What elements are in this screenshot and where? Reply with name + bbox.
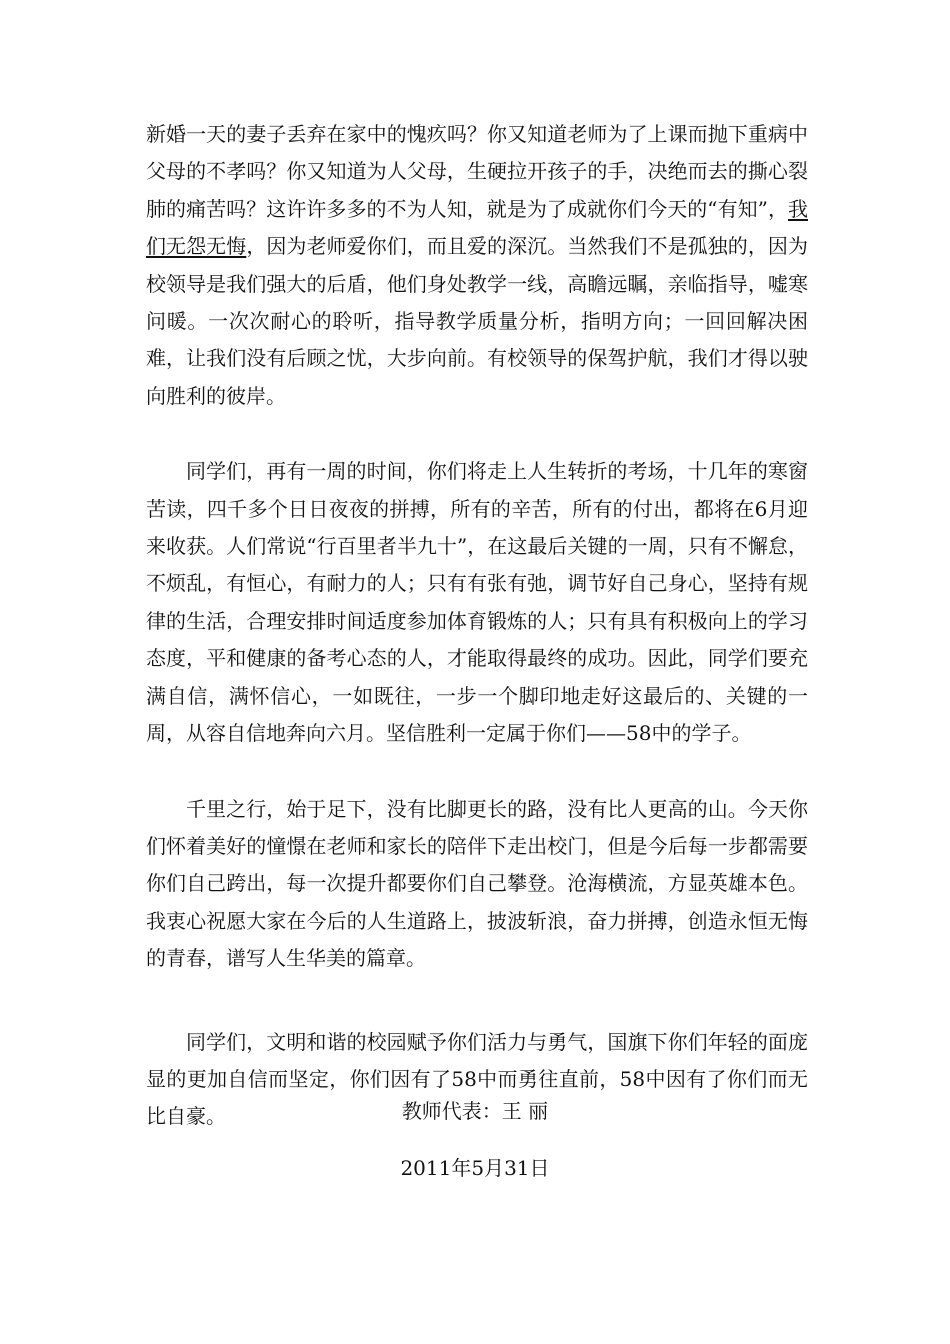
paragraph-1 xyxy=(146,116,808,415)
signature-representative: 教师代表：王 丽 xyxy=(401,1099,549,1123)
paragraph-2: 同学们，再有一周的时间，你们将走上人生转折的考场，十几年的寒窗苦读，四千多个日日夜夜的拼搏，所有的辛苦，所有的付出，都将在6月迎来收获。人们常说“行百里者半九十”，在这最后关键的一周，只有不懈怠，不烦乱，有恒心，有耐力的人；只有有张有弛，调节好自己身心，坚持有规律的生活，合理安排时间适度参加体育锻炼的人；只有具有积极向上的学习态度，平和健康的备考心态的人，才能取得最终的成功。因此，同学们要充满自信，满怀信心，一如既往，一步一个脚印地走好这最后的、关键的一周，从容自信地奔向六月。坚信胜利一定属于你们——58中的学子。 xyxy=(146,459,808,746)
paragraph-spacer xyxy=(146,753,808,791)
document-body xyxy=(146,116,808,1136)
paragraph-4: 同学们，文明和谐的校园赋予你们活力与勇气，国旗下你们年轻的面庞显的更加自信而坚定，你们因有了58中而勇往直前，58中因有了你们而无比自豪。 xyxy=(146,1029,808,1129)
paragraph-spacer xyxy=(146,978,808,1024)
paragraph-spacer xyxy=(146,415,808,453)
underlined-phrase: 我们无怨无悔 xyxy=(146,196,808,259)
signature-date: 2011年5月31日 xyxy=(400,1156,550,1180)
paragraph-1-text-before: 新婚一天的妻子丢弃在家中的愧疚吗？你又知道老师为了上课而抛下重病中父母的不孝吗？你又知道为人父母，生硬拉开孩子的手，决绝而去的撕心裂肺的痛苦吗？这许许多多的不为人知，就是为了成就你们今天的“有知”， xyxy=(146,122,808,221)
paragraph-1-text-after: ，因为老师爱你们，而且爱的深沉。当然我们不是孤独的，因为校领导是我们强大的后盾，他们身处教学一线，高瞻远瞩，亲临指导，嘘寒问暖。一次次耐心的聆听，指导教学质量分析，指明方向；一回回解决困难，让我们没有后顾之忧，大步向前。有校领导的保驾护航，我们才得以驶向胜利的彼岸。 xyxy=(146,234,808,408)
paragraph-3: 千里之行，始于足下，没有比脚更长的路，没有比人更高的山。今天你们怀着美好的憧憬在老师和家长的陪伴下走出校门，但是今后每一步都需要你们自己跨出，每一次提升都要你们自己攀登。沧海横流，方显英雄本色。我衷心祝愿大家在今后的人生道路上，披波斩浪，奋力拼搏，创造永恒无悔的青春，谱写人生华美的篇章。 xyxy=(146,796,808,971)
